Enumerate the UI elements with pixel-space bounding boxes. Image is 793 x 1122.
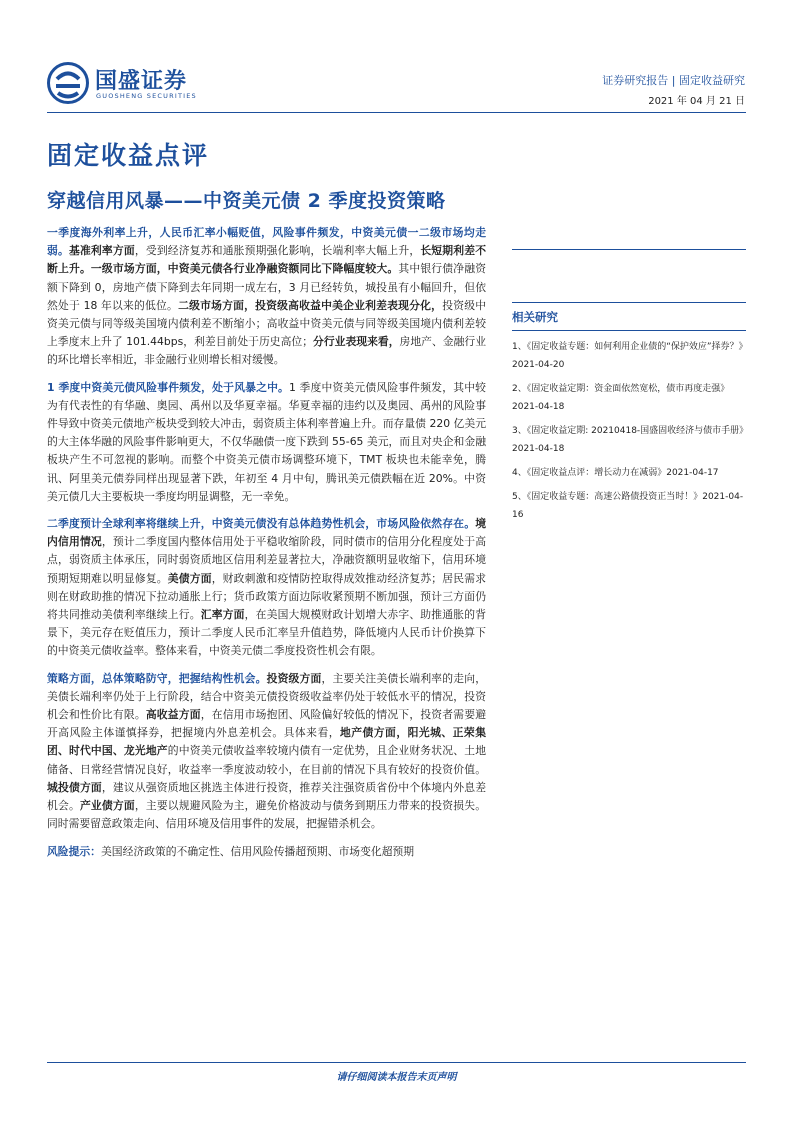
body-paragraph — [47, 670, 486, 834]
paragraph-text: ，建议从强资质地区挑选主体进行投资，推荐关注强资质省份中个体境内外息差机会。 — [47, 780, 487, 813]
bold-keyword: 高收益方面 — [145, 708, 201, 722]
bold-keyword: 投资级方面 — [266, 671, 322, 685]
related-research-link[interactable]: 3、《固定收益定期: 20210418-国盛固收经济与债市手册》2021-04-18 — [512, 426, 744, 454]
report-title: 穿越信用风暴——中资美元债 2 季度投资策略 — [47, 190, 446, 212]
paragraph-text: 房地产、金融行业的环比增长率相近，非金融行业则增长相对缓慢。 — [47, 335, 486, 367]
paragraph-text: 的中资美元债收益率较境内债有一定优势，且企业财务状况、土地储备、日常经营情况良好，收益率一季度波动较小，在目前的情况下具有较好的投资价值。 — [47, 744, 487, 776]
report-date: 2021 年 04 月 21 日 — [648, 96, 745, 107]
paragraph-text: 其中银行债净融资额下降到 0，房地产债下降到去年同期一成左右，3 月已经转负，城投虽有小幅回升，但依然处于 18 年以来的低位。 — [47, 262, 487, 312]
paragraph-lead: 二季度预计全球利率将继续上升，中资美元债没有总体趋势性机会，市场风险依然存在。 — [47, 517, 476, 531]
body-paragraph — [47, 224, 486, 370]
logo-text-cn: 国盛证券 — [95, 69, 188, 94]
bold-keyword: 长短期利差不断上升。 — [47, 244, 487, 276]
bold-keyword: 二级市场方面，投资级高收益中美企业利差表现分化， — [178, 298, 443, 312]
related-research-panel — [512, 309, 746, 530]
bold-keyword: 分行业表现来看， — [313, 335, 400, 349]
footer-divider — [47, 1062, 746, 1063]
paragraph-lead: 1 季度中资美元债风险事件频发，处于风暴之中。 — [47, 380, 290, 394]
body-paragraph — [47, 515, 486, 661]
company-logo-mark — [47, 62, 89, 104]
bold-keyword: 产业债方面 — [79, 799, 135, 813]
bold-keyword: 美债方面 — [167, 571, 212, 585]
paragraph-lead: 策略方面，总体策略防守，把握结构性机会。 — [47, 671, 267, 685]
paragraph-text: 投资级中资美元债与同等级美国境内债利差不断缩小；高收益中资美元债与同等级美国境内债利差较上季度末上升了 101.44bps，利差目前处于历史高位； — [47, 298, 487, 349]
paragraph-text: ，财政刺激和疫情防控取得成效推动经济复苏；居民需求则在财政助推的情况下拉动通胀上行；货币政策方面边际收紧预期不断加强，预计三方面仍将共同推动美债利率继续上行。 — [47, 571, 487, 622]
bold-keyword: 汇率方面 — [200, 608, 245, 622]
body-paragraph — [47, 843, 486, 861]
related-research-link[interactable]: 5、《固定收益专题：高速公路债投资正当时！》2021-04-16 — [512, 492, 744, 520]
paragraph-lead: 一季度海外利率上升，人民币汇率小幅贬值，风险事件频发，中资美元债一二级市场均走弱。 — [47, 226, 486, 258]
paragraph-text: 1 季度中资美元债风险事件频发，其中较为有代表性的有华融、奥园、禹州以及华夏幸福。华夏幸福的违约以及奥园、禹州的风险事件导致中资美元债地产板块受到较大冲击，弱资质主体利率普遍上升。而存量债 220 亿美元的大主体华融的风险事件影响更大，不仅华融债一度下跌到 55-65 美元，而且对央企和金融板块产生不可忽视的影响。而整个中资美元债市场调整环境下，TMT 板块也未能幸免，腾讯、阿里美元债券同样出现显著下跌，年初至 4 月中旬，腾讯美元债跌幅在近 20%。中资美元债几大主要板块一季度均明显调整，无一幸免。 — [47, 380, 486, 503]
main-body — [47, 224, 486, 870]
paragraph-text: ，主要关注美债长端利率的走向，美债长端利率仍处于上行阶段，结合中资美元债投资级收益率仍处于较低水平的情况，投资机会和性价比有限。 — [47, 671, 487, 722]
related-research-link[interactable]: 1、《固定收益专题：如何利用企业债的“保护效应”择券？》2021-04-20 — [512, 342, 744, 370]
report-type: 证券研究报告 | 固定收益研究 — [602, 74, 745, 87]
sidebar-divider-top — [512, 249, 746, 250]
related-research-link[interactable]: 2、《固定收益定期：资金面依然宽松，债市再度走强》2021-04-18 — [512, 384, 730, 412]
bold-keyword: 城投债方面 — [47, 780, 102, 794]
bold-keyword: 地产债方面，阳光城、正荣集团、时代中国、龙光地产 — [47, 726, 487, 758]
company-logo — [47, 62, 227, 106]
related-research-link[interactable]: 4、《固定收益点评：增长动力在减弱》2021-04-17 — [512, 468, 719, 478]
related-research-heading: 相关研究 — [512, 309, 746, 331]
paragraph-text: ，在信用市场抱团、风险偏好较低的情况下，投资者需要避开高风险主体谨慎择券，把握境内外息差机会。具体来看， — [47, 708, 487, 740]
header-divider — [47, 112, 746, 113]
bold-keyword: 基准利率方面 — [68, 244, 135, 258]
sidebar-divider-mid — [512, 302, 746, 303]
paragraph-text: ，受到经济复苏和通胀预期强化影响，长端利率大幅上升， — [134, 244, 421, 258]
bold-keyword: 境内信用情况 — [47, 517, 486, 549]
paragraph-text: ，预计二季度国内整体信用处于平稳收缩阶段，同时债市的信用分化程度处于高点，弱资质主体承压，同时弱资质地区信用利差显著拉大，净融资额明显收缩下，信用环境预期短期难以明显修复。 — [47, 535, 487, 585]
body-paragraph — [47, 379, 486, 506]
paragraph-text: ，在美国大规模财政计划增大赤字、助推通胀的背景下，美元存在贬值压力，预计二季度人民币汇率呈升值趋势，降低境内人民币计价换算下的中资美元债收益率。整体来看，中资美元债二季度投资性机会有限。 — [47, 608, 487, 658]
paragraph-text: ，主要以规避风险为主，避免价格波动与债务到期压力带来的投资损失。同时需要留意政策走向、信用环境及信用事件的发展，把握错杀机会。 — [47, 799, 487, 831]
paragraph-lead: 风险提示： — [47, 844, 101, 858]
footer-disclaimer-note: 请仔细阅读本报告末页声明 — [336, 1072, 457, 1083]
bold-keyword: 一级市场方面，中资美元债各行业净融资额同比下降幅度较大。 — [90, 262, 399, 276]
logo-text-en: GUOSHENG SECURITIES — [96, 92, 197, 100]
paragraph-text: 美国经济政策的不确定性、信用风险传播超预期、市场变化超预期 — [100, 844, 415, 858]
report-category: 固定收益点评 — [47, 141, 210, 170]
